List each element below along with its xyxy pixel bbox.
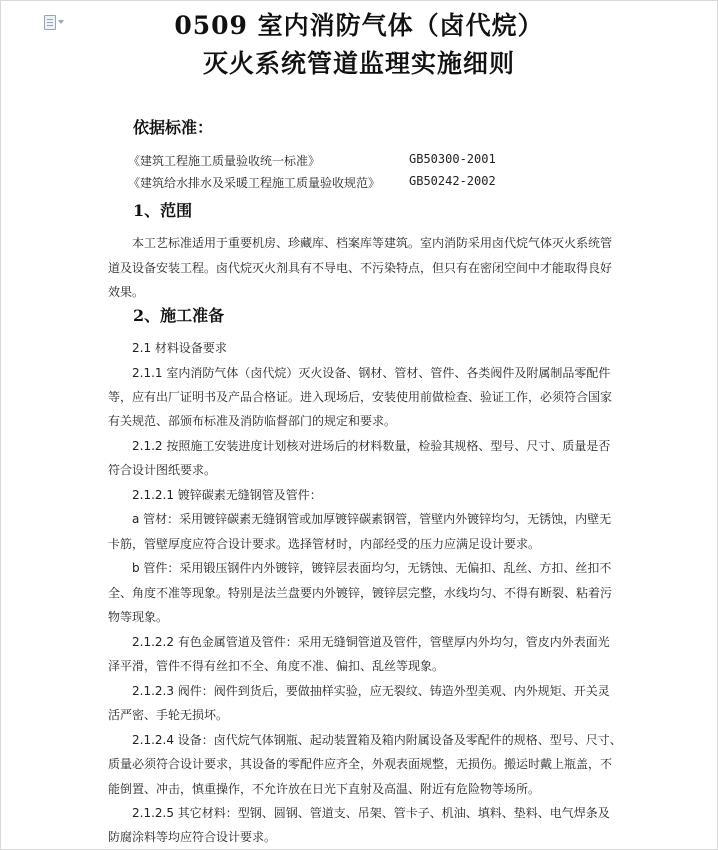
- reference-code: GB50300-2001: [409, 152, 496, 166]
- paragraph-line: 有关规范、部颁布标准及消防临督部门的规定和要求。: [108, 414, 397, 428]
- paragraph-line: 道及设备安装工程。卤代烷灭火剂具有不导电、不污染特点，但只有在密闭空间中才能取得良好: [108, 261, 613, 275]
- paragraph-line: 等，应有出厂证明书及产品合格证。进入现场后，安装使用前做检查、验证工作，必须符合国家: [108, 390, 613, 404]
- paragraph-line: 本工艺标准适用于重要机房、珍藏库、档案库等建筑。室内消防采用卤代烷气体灭火系统管: [132, 236, 613, 250]
- document-title-line-1: 0509 室内消防气体（卤代烷）: [174, 11, 544, 40]
- paragraph-line: a 管材：采用镀锌碳素无缝钢管或加厚镀锌碳素钢管，管壁内外镀锌均匀，无锈蚀，内壁无: [132, 512, 612, 526]
- paragraph-line: 全、角度不准等现象。特别是法兰盘要内外镀锌，镀锌层完整，水线均匀、不得有断裂、粘着污: [108, 586, 613, 600]
- paragraph-line: 2.1.2.2 有色金属管道及管件：采用无缝铜管道及管件，管壁厚内外均匀，管皮内外表面光: [132, 635, 610, 649]
- section-2-heading: 2、施工准备: [133, 306, 225, 325]
- paragraph-line: 2.1.1 室内消防气体（卤代烷）灭火设备、钢材、管材、管件、各类阀件及附属制品零配件: [132, 366, 611, 380]
- section-1-heading: 1、范围: [133, 201, 193, 220]
- paragraph-line: 2.1.2.3 阀件：阀件到货后，要做抽样实验，应无裂纹、铸造外型美观、内外规矩、开关灵: [132, 684, 610, 698]
- paragraph-line: 效果。: [108, 285, 145, 299]
- paragraph-line: 质量必须符合设计要求，其设备的零配件应齐全，外观表面规整，无损伤。搬运时戴上瓶盖，不: [108, 757, 613, 771]
- paragraph-line: 2.1 材料设备要求: [132, 341, 227, 355]
- paragraph-line: 2.1.2.5 其它材料：型钢、圆钢、管道支、吊架、管卡子、机油、填料、垫料、电气焊条及: [132, 806, 610, 820]
- paragraph-line: 卡筋，管壁厚度应符合设计要求。选择管材时，内部经受的压力应满足设计要求。: [108, 537, 541, 551]
- paragraph-line: 物等现象。: [108, 610, 169, 624]
- paragraph-line: 2.1.2.1 镀锌碳素无缝钢管及管件：: [132, 488, 322, 502]
- document-title-line-2: 灭火系统管道监理实施细则: [202, 49, 515, 78]
- paragraph-line: 2.1.2.4 设备：卤代烷气体钢瓶、起动装置箱及箱内附属设备及零配件的规格、型号、尺寸、: [132, 733, 622, 747]
- paragraph-line: 活严密、手轮无损坏。: [108, 708, 229, 722]
- paragraph-line: 能倒置、冲击，慎重操作，不允许放在日光下直射及高温、附近有危险物等场所。: [108, 782, 541, 796]
- reference-name: 《建筑给水排水及采暖工程施工质量验收规范》: [128, 176, 381, 190]
- paragraph-line: 泽平滑，管件不得有丝扣不全、角度不准、偏扣、乱丝等现象。: [108, 659, 445, 673]
- paragraph-line: 防腐涂料等均应符合设计要求。: [108, 830, 277, 844]
- paragraph-line: 符合设计图纸要求。: [108, 463, 217, 477]
- reference-code: GB50242-2002: [409, 174, 496, 188]
- paragraph-line: b 管件：采用锻压钢件内外镀锌，镀锌层表面均匀，无锈蚀、无偏扣、乱丝、方扣、丝扣不: [132, 561, 612, 575]
- paragraph-line: 2.1.2 按照施工安装进度计划核对进场后的材料数量，检验其规格、型号、尺寸、质量是否: [132, 439, 611, 453]
- reference-name: 《建筑工程施工质量验收统一标准》: [128, 154, 321, 168]
- basis-heading: 依据标准：: [133, 118, 214, 137]
